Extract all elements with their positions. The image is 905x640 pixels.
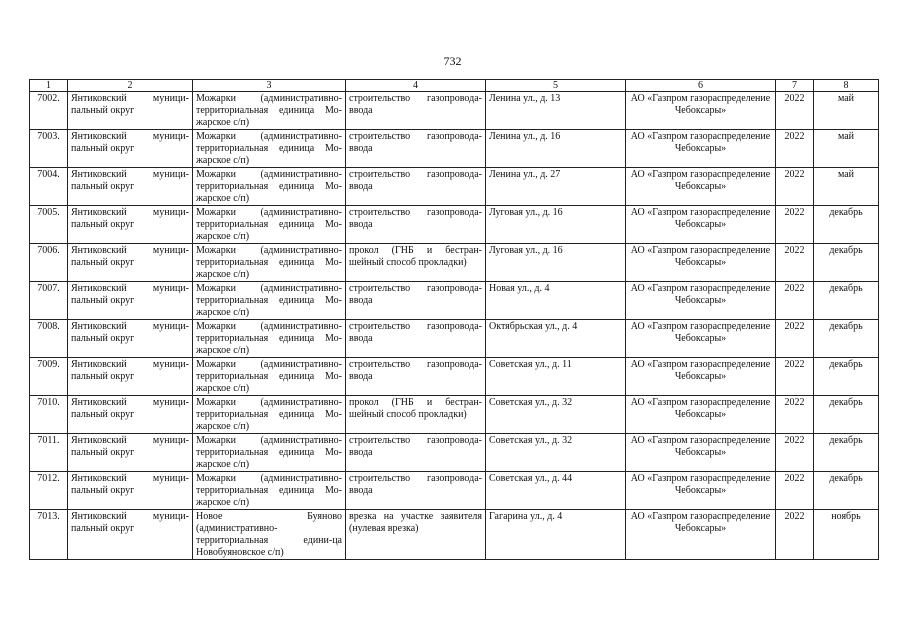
locality-cell: Можарки (административно-территориальная единица Мо-жарское с/п) (193, 472, 346, 510)
address-cell: Гагарина ул., д. 4 (486, 510, 626, 560)
col-header: 6 (626, 80, 776, 92)
work-type-cell: строительство газопровода-ввода (346, 472, 486, 510)
district-cell: Янтиковский муници-пальный округ (68, 510, 193, 560)
address-cell: Советская ул., д. 32 (486, 434, 626, 472)
district-cell: Янтиковский муници-пальный округ (68, 472, 193, 510)
locality-cell: Можарки (административно-территориальная единица Мо-жарское с/п) (193, 206, 346, 244)
table-row (30, 396, 879, 434)
year-cell: 2022 (776, 396, 814, 434)
col-header: 2 (68, 80, 193, 92)
row-number-cell: 7006. (30, 244, 68, 282)
organization-cell: АО «Газпром газораспределение Чебоксары» (626, 434, 776, 472)
locality-cell: Можарки (административно-территориальная единица Мо-жарское с/п) (193, 92, 346, 130)
locality-cell: Можарки (административно-территориальная единица Мо-жарское с/п) (193, 130, 346, 168)
district-cell: Янтиковский муници-пальный округ (68, 206, 193, 244)
address-cell: Советская ул., д. 32 (486, 396, 626, 434)
district-cell: Янтиковский муници-пальный округ (68, 244, 193, 282)
table-row (30, 244, 879, 282)
table-row (30, 168, 879, 206)
row-number-cell: 7003. (30, 130, 68, 168)
organization-cell: АО «Газпром газораспределение Чебоксары» (626, 282, 776, 320)
year-cell: 2022 (776, 244, 814, 282)
year-cell: 2022 (776, 358, 814, 396)
year-cell: 2022 (776, 282, 814, 320)
month-cell: декабрь (814, 472, 879, 510)
organization-cell: АО «Газпром газораспределение Чебоксары» (626, 358, 776, 396)
year-cell: 2022 (776, 130, 814, 168)
year-cell: 2022 (776, 320, 814, 358)
work-type-cell: строительство газопровода-ввода (346, 92, 486, 130)
month-cell: декабрь (814, 282, 879, 320)
district-cell: Янтиковский муници-пальный округ (68, 396, 193, 434)
work-type-cell: строительство газопровода-ввода (346, 434, 486, 472)
district-cell: Янтиковский муници-пальный округ (68, 434, 193, 472)
row-number-cell: 7010. (30, 396, 68, 434)
organization-cell: АО «Газпром газораспределение Чебоксары» (626, 472, 776, 510)
address-cell: Ленина ул., д. 16 (486, 130, 626, 168)
work-type-cell: строительство газопровода-ввода (346, 282, 486, 320)
work-type-cell: врезка на участке заявителя (нулевая врезка) (346, 510, 486, 560)
locality-cell: Можарки (административно-территориальная единица Мо-жарское с/п) (193, 320, 346, 358)
row-number-cell: 7011. (30, 434, 68, 472)
row-number-cell: 7009. (30, 358, 68, 396)
locality-cell: Можарки (административно-территориальная единица Мо-жарское с/п) (193, 358, 346, 396)
page-number: 732 (443, 54, 462, 68)
organization-cell: АО «Газпром газораспределение Чебоксары» (626, 130, 776, 168)
locality-cell: Можарки (административно-территориальная единица Мо-жарское с/п) (193, 282, 346, 320)
work-type-cell: прокол (ГНБ и бестран-шейный способ прокладки) (346, 396, 486, 434)
row-number-cell: 7008. (30, 320, 68, 358)
row-number-cell: 7012. (30, 472, 68, 510)
month-cell: декабрь (814, 320, 879, 358)
address-cell: Ленина ул., д. 27 (486, 168, 626, 206)
work-type-cell: строительство газопровода-ввода (346, 358, 486, 396)
table-row (30, 130, 879, 168)
col-header: 5 (486, 80, 626, 92)
year-cell: 2022 (776, 472, 814, 510)
month-cell: декабрь (814, 396, 879, 434)
locality-cell: Новое Буяново (административно-территориальная едини-ца Новобуяновское с/п) (193, 510, 346, 560)
table-row (30, 510, 879, 560)
year-cell: 2022 (776, 510, 814, 560)
col-header: 3 (193, 80, 346, 92)
organization-cell: АО «Газпром газораспределение Чебоксары» (626, 92, 776, 130)
table-row (30, 358, 879, 396)
year-cell: 2022 (776, 168, 814, 206)
organization-cell: АО «Газпром газораспределение Чебоксары» (626, 168, 776, 206)
table-row (30, 92, 879, 130)
address-cell: Советская ул., д. 44 (486, 472, 626, 510)
month-cell: май (814, 168, 879, 206)
organization-cell: АО «Газпром газораспределение Чебоксары» (626, 320, 776, 358)
address-cell: Советская ул., д. 11 (486, 358, 626, 396)
table-row (30, 206, 879, 244)
month-cell: декабрь (814, 358, 879, 396)
work-type-cell: строительство газопровода-ввода (346, 320, 486, 358)
address-cell: Луговая ул., д. 16 (486, 244, 626, 282)
row-number-cell: 7013. (30, 510, 68, 560)
district-cell: Янтиковский муници-пальный округ (68, 130, 193, 168)
year-cell: 2022 (776, 206, 814, 244)
table-row (30, 472, 879, 510)
row-number-cell: 7004. (30, 168, 68, 206)
month-cell: ноябрь (814, 510, 879, 560)
locality-cell: Можарки (административно-территориальная единица Мо-жарское с/п) (193, 244, 346, 282)
month-cell: декабрь (814, 434, 879, 472)
year-cell: 2022 (776, 92, 814, 130)
col-header: 7 (776, 80, 814, 92)
organization-cell: АО «Газпром газораспределение Чебоксары» (626, 206, 776, 244)
address-cell: Октябрьская ул., д. 4 (486, 320, 626, 358)
district-cell: Янтиковский муници-пальный округ (68, 168, 193, 206)
row-number-cell: 7005. (30, 206, 68, 244)
month-cell: декабрь (814, 244, 879, 282)
month-cell: май (814, 130, 879, 168)
district-cell: Янтиковский муници-пальный округ (68, 92, 193, 130)
table-row (30, 434, 879, 472)
month-cell: май (814, 92, 879, 130)
work-type-cell: строительство газопровода-ввода (346, 130, 486, 168)
col-header: 8 (814, 80, 879, 92)
address-cell: Ленина ул., д. 13 (486, 92, 626, 130)
table-row (30, 282, 879, 320)
work-type-cell: строительство газопровода-ввода (346, 168, 486, 206)
district-cell: Янтиковский муници-пальный округ (68, 358, 193, 396)
organization-cell: АО «Газпром газораспределение Чебоксары» (626, 244, 776, 282)
address-cell: Луговая ул., д. 16 (486, 206, 626, 244)
locality-cell: Можарки (административно-территориальная единица Мо-жарское с/п) (193, 168, 346, 206)
col-header: 4 (346, 80, 486, 92)
locality-cell: Можарки (административно-территориальная единица Мо-жарское с/п) (193, 396, 346, 434)
data-table (29, 79, 879, 560)
row-number-cell: 7007. (30, 282, 68, 320)
address-cell: Новая ул., д. 4 (486, 282, 626, 320)
table-row (30, 320, 879, 358)
year-cell: 2022 (776, 434, 814, 472)
organization-cell: АО «Газпром газораспределение Чебоксары» (626, 510, 776, 560)
work-type-cell: прокол (ГНБ и бестран-шейный способ прокладки) (346, 244, 486, 282)
district-cell: Янтиковский муници-пальный округ (68, 320, 193, 358)
table-header-row (30, 80, 879, 92)
organization-cell: АО «Газпром газораспределение Чебоксары» (626, 396, 776, 434)
month-cell: декабрь (814, 206, 879, 244)
locality-cell: Можарки (административно-территориальная единица Мо-жарское с/п) (193, 434, 346, 472)
district-cell: Янтиковский муници-пальный округ (68, 282, 193, 320)
row-number-cell: 7002. (30, 92, 68, 130)
col-header: 1 (30, 80, 68, 92)
work-type-cell: строительство газопровода-ввода (346, 206, 486, 244)
